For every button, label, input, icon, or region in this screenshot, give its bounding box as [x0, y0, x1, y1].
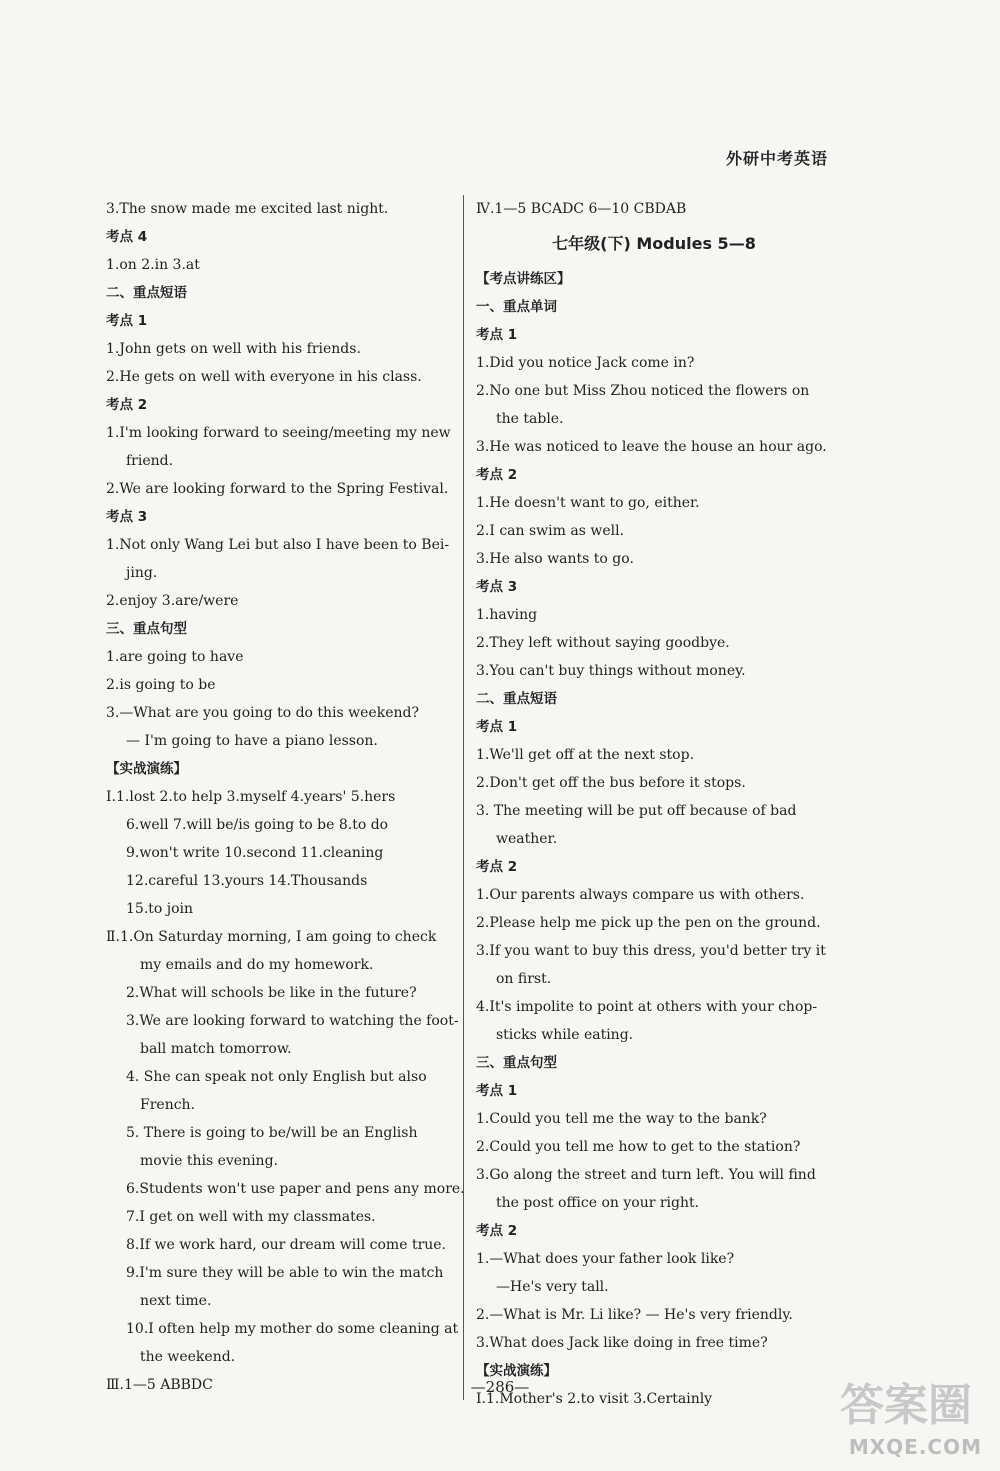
- section-heading: 考点 2: [476, 859, 518, 875]
- section-heading: 考点 1: [106, 313, 148, 329]
- answer-line: Ⅰ.1.Mother's 2.to visit 3.Certainly: [476, 1391, 713, 1407]
- answer-line: 3.He also wants to go.: [476, 551, 634, 567]
- answer-line: jing.: [126, 565, 158, 581]
- section-heading: 考点 1: [476, 719, 518, 735]
- answer-line: ball match tomorrow.: [140, 1041, 292, 1057]
- answer-line: 2.enjoy 3.are/were: [106, 593, 239, 609]
- section-heading: 二、重点短语: [476, 691, 557, 707]
- answer-line: sticks while eating.: [496, 1027, 634, 1043]
- section-heading: 考点 1: [476, 1083, 518, 1099]
- answer-line: 15.to join: [126, 901, 194, 917]
- section-heading: 三、重点句型: [106, 621, 187, 637]
- answer-line: 3.Go along the street and turn left. You will find: [476, 1167, 816, 1183]
- answer-line: on first.: [496, 971, 552, 987]
- answer-line: 6.Students won't use paper and pens any more.: [126, 1181, 465, 1197]
- answer-line: the post office on your right.: [496, 1195, 700, 1211]
- answer-line: 1.Not only Wang Lei but also I have been to Bei-: [106, 537, 450, 553]
- section-title: 七年级(下) Modules 5—8: [552, 234, 756, 253]
- answer-line: 1.Our parents always compare us with others.: [476, 887, 805, 903]
- answer-line: 10.I often help my mother do some cleaning at: [126, 1321, 459, 1337]
- answer-line: 4.It's impolite to point at others with your chop-: [476, 999, 818, 1015]
- section-heading: 考点 3: [106, 509, 148, 525]
- answer-line: 1.are going to have: [106, 649, 244, 665]
- answer-line: 12.careful 13.yours 14.Thousands: [126, 873, 368, 889]
- answer-line: 2.Please help me pick up the pen on the ground.: [476, 915, 821, 931]
- section-heading: 【实战演练】: [476, 1363, 557, 1379]
- section-heading: 考点 1: [476, 327, 518, 343]
- answer-line: 8.If we work hard, our dream will come true.: [126, 1237, 447, 1253]
- section-heading: 考点 3: [476, 579, 518, 595]
- answer-line: 3.—What are you going to do this weekend?: [106, 705, 419, 721]
- right-column: [476, 195, 832, 1413]
- answer-line: next time.: [140, 1293, 212, 1309]
- section-heading: 二、重点短语: [106, 285, 187, 301]
- answer-line: 4. She can speak not only English but also: [126, 1069, 427, 1085]
- section-heading: 【实战演练】: [106, 761, 187, 777]
- answer-line: 3.The snow made me excited last night.: [106, 201, 389, 217]
- page-number: —286—: [470, 1378, 530, 1396]
- answer-line: Ⅰ.1.lost 2.to help 3.myself 4.years' 5.hers: [106, 789, 396, 805]
- answer-line: 1.He doesn't want to go, either.: [476, 495, 700, 511]
- answer-line: 3.If you want to buy this dress, you'd better try it: [476, 943, 826, 959]
- answer-line: 1.—What does your father look like?: [476, 1251, 735, 1267]
- answer-line: 2.What will schools be like in the future?: [126, 985, 417, 1001]
- answer-line: French.: [140, 1097, 196, 1113]
- answer-line: the weekend.: [140, 1349, 236, 1365]
- answer-line: —He's very tall.: [496, 1279, 609, 1295]
- section-heading: 考点 2: [476, 467, 518, 483]
- answer-line: 1.having: [476, 607, 538, 623]
- section-heading: 考点 2: [476, 1223, 518, 1239]
- watermark-text: MXQE.COM: [848, 1435, 982, 1459]
- answer-line: 1.We'll get off at the next stop.: [476, 747, 695, 763]
- answer-line: 2.Could you tell me how to get to the station?: [476, 1139, 801, 1155]
- section-heading: 【考点讲练区】: [476, 271, 571, 287]
- right-column-body: [476, 265, 832, 1413]
- answer-line: 2.I can swim as well.: [476, 523, 625, 539]
- answer-line: — I'm going to have a piano lesson.: [126, 733, 378, 749]
- answer-line: 7.I get on well with my classmates.: [126, 1209, 376, 1225]
- answer-line: Ⅳ.1—5 BCADC 6—10 CBDAB: [476, 201, 687, 217]
- answer-line: my emails and do my homework.: [140, 957, 374, 973]
- answer-line: 1.on 2.in 3.at: [106, 257, 200, 273]
- answer-line: weather.: [496, 831, 558, 847]
- answer-line: 2.No one but Miss Zhou noticed the flowers on: [476, 383, 810, 399]
- answer-line: 9.I'm sure they will be able to win the match: [126, 1265, 444, 1281]
- answer-line: 2.They left without saying goodbye.: [476, 635, 730, 651]
- answer-line: 5. There is going to be/will be an English: [126, 1125, 418, 1141]
- answer-line: 1.I'm looking forward to seeing/meeting my new: [106, 425, 451, 441]
- watermark-badge: 答案圈: [840, 1380, 972, 1431]
- section-heading: 三、重点句型: [476, 1055, 557, 1071]
- answer-line: 9.won't write 10.second 11.cleaning: [126, 845, 384, 861]
- answer-line: 1.Did you notice Jack come in?: [476, 355, 695, 371]
- left-column: [106, 195, 466, 1399]
- answer-line: 1.John gets on well with his friends.: [106, 341, 361, 357]
- answer-line: 3. The meeting will be put off because of bad: [476, 803, 797, 819]
- answer-line: 3.You can't buy things without money.: [476, 663, 746, 679]
- answer-line: movie this evening.: [140, 1153, 278, 1169]
- page-header-title: 外研中考英语: [725, 149, 828, 168]
- answer-line: 1.Could you tell me the way to the bank?: [476, 1111, 767, 1127]
- answer-line: friend.: [126, 453, 174, 469]
- section-heading: 一、重点单词: [476, 299, 557, 315]
- answer-line: 6.well 7.will be/is going to be 8.to do: [126, 817, 389, 833]
- section-heading: 考点 4: [106, 229, 148, 245]
- answer-line: Ⅲ.1—5 ABBDC: [106, 1377, 213, 1393]
- answer-line: 2.—What is Mr. Li like? — He's very friendly.: [476, 1307, 793, 1323]
- answer-line: 2.We are looking forward to the Spring Festival.: [106, 481, 449, 497]
- answer-line: 2.Don't get off the bus before it stops.: [476, 775, 746, 791]
- answer-line: 2.is going to be: [106, 677, 216, 693]
- section-heading: 考点 2: [106, 397, 148, 413]
- answer-line: 2.He gets on well with everyone in his class.: [106, 369, 422, 385]
- answer-line: the table.: [496, 411, 564, 427]
- answer-line: 3.What does Jack like doing in free time?: [476, 1335, 768, 1351]
- answer-line: 3.He was noticed to leave the house an hour ago.: [476, 439, 827, 455]
- answer-line: Ⅱ.1.On Saturday morning, I am going to check: [106, 929, 437, 945]
- answer-line: 3.We are looking forward to watching the foot-: [126, 1013, 459, 1029]
